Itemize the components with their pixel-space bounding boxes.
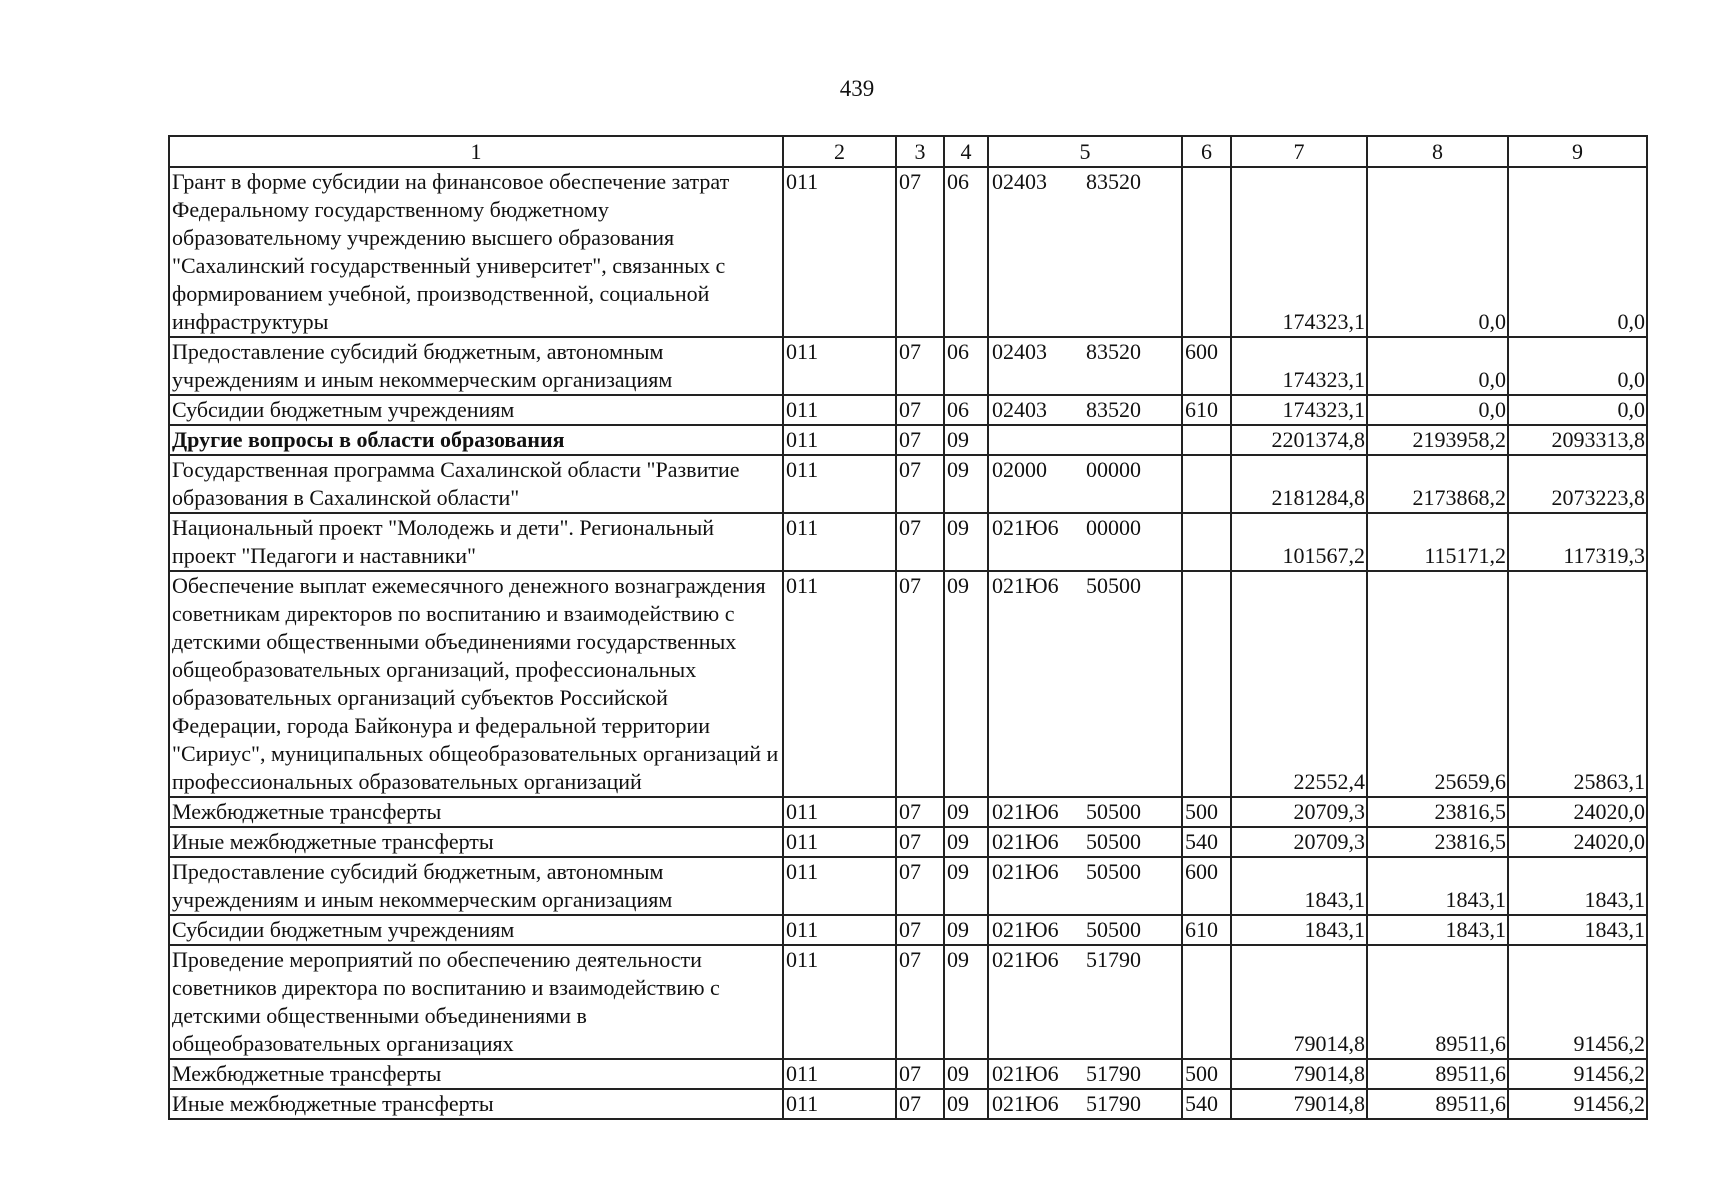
direction-code: 50500 [1086, 859, 1141, 884]
admin-code: 011 [783, 395, 896, 425]
amount-col-8: 89511,6 [1367, 1059, 1508, 1089]
direction-code: 51790 [1086, 1091, 1141, 1116]
table-row [169, 1059, 1647, 1089]
row-name: Проведение мероприятий по обеспечению деятельности советников директора по воспитанию и взаимодействию с детскими общественными объединениями в общеобразовательных организациях [169, 945, 783, 1059]
program-code: 021Ю6 [992, 515, 1059, 540]
target-article-code [988, 167, 1182, 337]
target-article-code [988, 571, 1182, 797]
expense-type-code: 540 [1182, 827, 1231, 857]
row-name: Грант в форме субсидии на финансовое обеспечение затрат Федеральному государственному бюджетному образовательному учреждению высшего образования "Сахалинский государственный университет", связанных с формированием учебной, производственной, социальной инфраструктуры [169, 167, 783, 337]
section-code: 07 [896, 571, 944, 797]
section-code: 07 [896, 337, 944, 395]
expense-type-code [1182, 571, 1231, 797]
subsection-code: 09 [944, 1059, 988, 1089]
table-row [169, 857, 1647, 915]
amount-col-8: 89511,6 [1367, 1089, 1508, 1119]
table-row [169, 1089, 1647, 1119]
direction-code: 83520 [1086, 169, 1141, 194]
table-row [169, 827, 1647, 857]
row-name: Межбюджетные трансферты [169, 1059, 783, 1089]
amount-col-7: 22552,4 [1231, 571, 1367, 797]
amount-col-8: 115171,2 [1367, 513, 1508, 571]
table-row [169, 571, 1647, 797]
direction-code: 51790 [1086, 1061, 1141, 1086]
amount-col-9: 0,0 [1508, 395, 1647, 425]
program-code: 021Ю6 [992, 829, 1059, 854]
subsection-code: 09 [944, 915, 988, 945]
section-code: 07 [896, 915, 944, 945]
amount-col-9: 1843,1 [1508, 915, 1647, 945]
column-header-5: 5 [988, 136, 1182, 167]
amount-col-8: 2193958,2 [1367, 425, 1508, 455]
row-name: Национальный проект "Молодежь и дети". Региональный проект "Педагоги и наставники" [169, 513, 783, 571]
table-row [169, 425, 1647, 455]
amount-col-7: 174323,1 [1231, 337, 1367, 395]
budget-table [168, 135, 1648, 1120]
amount-col-7: 79014,8 [1231, 1059, 1367, 1089]
section-code: 07 [896, 857, 944, 915]
amount-col-7: 174323,1 [1231, 167, 1367, 337]
amount-col-8: 1843,1 [1367, 915, 1508, 945]
amount-col-9: 1843,1 [1508, 857, 1647, 915]
section-code: 07 [896, 1089, 944, 1119]
row-name: Иные межбюджетные трансферты [169, 827, 783, 857]
expense-type-code: 610 [1182, 915, 1231, 945]
section-code: 07 [896, 455, 944, 513]
amount-col-7: 1843,1 [1231, 915, 1367, 945]
direction-code: 83520 [1086, 397, 1141, 422]
section-code: 07 [896, 425, 944, 455]
target-article-code [988, 827, 1182, 857]
admin-code: 011 [783, 797, 896, 827]
expense-type-code [1182, 425, 1231, 455]
row-name: Обеспечение выплат ежемесячного денежного вознаграждения советникам директоров по воспитанию и взаимодействию с детскими общественными объединениями государственных общеобразовательных организаций, профессиональных образовательных организаций субъектов Российской Федерации, города Байконура и федеральной территории "Сириус", муниципальных общеобразовательных организаций и профессиональных образовательных организаций [169, 571, 783, 797]
amount-col-9: 0,0 [1508, 337, 1647, 395]
subsection-code: 09 [944, 1089, 988, 1119]
direction-code: 00000 [1086, 515, 1141, 540]
section-code: 07 [896, 513, 944, 571]
amount-col-8: 25659,6 [1367, 571, 1508, 797]
section-code: 07 [896, 167, 944, 337]
section-code: 07 [896, 827, 944, 857]
amount-col-8: 1843,1 [1367, 857, 1508, 915]
program-code: 02403 [992, 397, 1047, 422]
target-article-code [988, 513, 1182, 571]
admin-code: 011 [783, 915, 896, 945]
direction-code: 83520 [1086, 339, 1141, 364]
target-article-code [988, 1089, 1182, 1119]
amount-col-8: 0,0 [1367, 167, 1508, 337]
amount-col-9: 91456,2 [1508, 945, 1647, 1059]
admin-code: 011 [783, 571, 896, 797]
column-header-7: 7 [1231, 136, 1367, 167]
program-code: 021Ю6 [992, 859, 1059, 884]
program-code: 021Ю6 [992, 1061, 1059, 1086]
row-name: Предоставление субсидий бюджетным, автономным учреждениям и иным некоммерческим организациям [169, 337, 783, 395]
table-row [169, 945, 1647, 1059]
admin-code: 011 [783, 857, 896, 915]
table-row [169, 337, 1647, 395]
amount-col-9: 91456,2 [1508, 1059, 1647, 1089]
amount-col-8: 23816,5 [1367, 797, 1508, 827]
amount-col-7: 2201374,8 [1231, 425, 1367, 455]
amount-col-8: 23816,5 [1367, 827, 1508, 857]
subsection-code: 09 [944, 857, 988, 915]
amount-col-8: 89511,6 [1367, 945, 1508, 1059]
target-article-code [988, 797, 1182, 827]
amount-col-9: 117319,3 [1508, 513, 1647, 571]
table-row [169, 513, 1647, 571]
expense-type-code [1182, 167, 1231, 337]
expense-type-code [1182, 455, 1231, 513]
amount-col-7: 20709,3 [1231, 827, 1367, 857]
column-header-8: 8 [1367, 136, 1508, 167]
subsection-code: 09 [944, 513, 988, 571]
expense-type-code: 500 [1182, 1059, 1231, 1089]
program-code: 02403 [992, 169, 1047, 194]
amount-col-9: 24020,0 [1508, 827, 1647, 857]
target-article-code [988, 945, 1182, 1059]
direction-code: 51790 [1086, 947, 1141, 972]
section-code: 07 [896, 797, 944, 827]
expense-type-code: 610 [1182, 395, 1231, 425]
admin-code: 011 [783, 945, 896, 1059]
page-number: 439 [839, 76, 875, 101]
amount-col-9: 25863,1 [1508, 571, 1647, 797]
program-code: 02403 [992, 339, 1047, 364]
row-name: Субсидии бюджетным учреждениям [169, 395, 783, 425]
admin-code: 011 [783, 1089, 896, 1119]
amount-col-7: 174323,1 [1231, 395, 1367, 425]
target-article-code [988, 1059, 1182, 1089]
target-article-code [988, 395, 1182, 425]
amount-col-9: 2093313,8 [1508, 425, 1647, 455]
admin-code: 011 [783, 827, 896, 857]
row-name: Другие вопросы в области образования [169, 425, 783, 455]
amount-col-9: 2073223,8 [1508, 455, 1647, 513]
table-row [169, 797, 1647, 827]
section-code: 07 [896, 945, 944, 1059]
row-name: Государственная программа Сахалинской области "Развитие образования в Сахалинской области" [169, 455, 783, 513]
admin-code: 011 [783, 167, 896, 337]
expense-type-code: 600 [1182, 337, 1231, 395]
expense-type-code: 500 [1182, 797, 1231, 827]
target-article-code [988, 337, 1182, 395]
column-header-9: 9 [1508, 136, 1647, 167]
section-code: 07 [896, 395, 944, 425]
subsection-code: 09 [944, 571, 988, 797]
amount-col-9: 0,0 [1508, 167, 1647, 337]
amount-col-7: 1843,1 [1231, 857, 1367, 915]
admin-code: 011 [783, 513, 896, 571]
column-header-2: 2 [783, 136, 896, 167]
amount-col-9: 24020,0 [1508, 797, 1647, 827]
admin-code: 011 [783, 425, 896, 455]
column-header-3: 3 [896, 136, 944, 167]
target-article-code [988, 455, 1182, 513]
subsection-code: 06 [944, 167, 988, 337]
subsection-code: 09 [944, 425, 988, 455]
target-article-code [988, 857, 1182, 915]
table-row [169, 395, 1647, 425]
direction-code: 50500 [1086, 829, 1141, 854]
admin-code: 011 [783, 455, 896, 513]
program-code: 02000 [992, 457, 1047, 482]
direction-code: 50500 [1086, 573, 1141, 598]
column-header-1: 1 [169, 136, 783, 167]
amount-col-7: 2181284,8 [1231, 455, 1367, 513]
amount-col-7: 20709,3 [1231, 797, 1367, 827]
expense-type-code: 600 [1182, 857, 1231, 915]
admin-code: 011 [783, 1059, 896, 1089]
direction-code: 50500 [1086, 917, 1141, 942]
column-header-6: 6 [1182, 136, 1231, 167]
direction-code: 00000 [1086, 457, 1141, 482]
section-code: 07 [896, 1059, 944, 1089]
subsection-code: 09 [944, 797, 988, 827]
amount-col-7: 79014,8 [1231, 945, 1367, 1059]
target-article-code [988, 915, 1182, 945]
amount-col-8: 0,0 [1367, 337, 1508, 395]
program-code: 021Ю6 [992, 947, 1059, 972]
target-article-code [988, 425, 1182, 455]
expense-type-code [1182, 945, 1231, 1059]
expense-type-code [1182, 513, 1231, 571]
column-header-4: 4 [944, 136, 988, 167]
subsection-code: 06 [944, 395, 988, 425]
row-name: Предоставление субсидий бюджетным, автономным учреждениям и иным некоммерческим организациям [169, 857, 783, 915]
header-row [169, 136, 1647, 167]
amount-col-8: 0,0 [1367, 395, 1508, 425]
amount-col-7: 101567,2 [1231, 513, 1367, 571]
admin-code: 011 [783, 337, 896, 395]
table-row [169, 915, 1647, 945]
amount-col-8: 2173868,2 [1367, 455, 1508, 513]
amount-col-7: 79014,8 [1231, 1089, 1367, 1119]
program-code: 021Ю6 [992, 799, 1059, 824]
direction-code: 50500 [1086, 799, 1141, 824]
program-code: 021Ю6 [992, 1091, 1059, 1116]
subsection-code: 06 [944, 337, 988, 395]
row-name: Субсидии бюджетным учреждениям [169, 915, 783, 945]
table-row [169, 167, 1647, 337]
subsection-code: 09 [944, 455, 988, 513]
program-code: 021Ю6 [992, 573, 1059, 598]
row-name: Межбюджетные трансферты [169, 797, 783, 827]
subsection-code: 09 [944, 945, 988, 1059]
subsection-code: 09 [944, 827, 988, 857]
program-code: 021Ю6 [992, 917, 1059, 942]
expense-type-code: 540 [1182, 1089, 1231, 1119]
row-name: Иные межбюджетные трансферты [169, 1089, 783, 1119]
table-row [169, 455, 1647, 513]
amount-col-9: 91456,2 [1508, 1089, 1647, 1119]
